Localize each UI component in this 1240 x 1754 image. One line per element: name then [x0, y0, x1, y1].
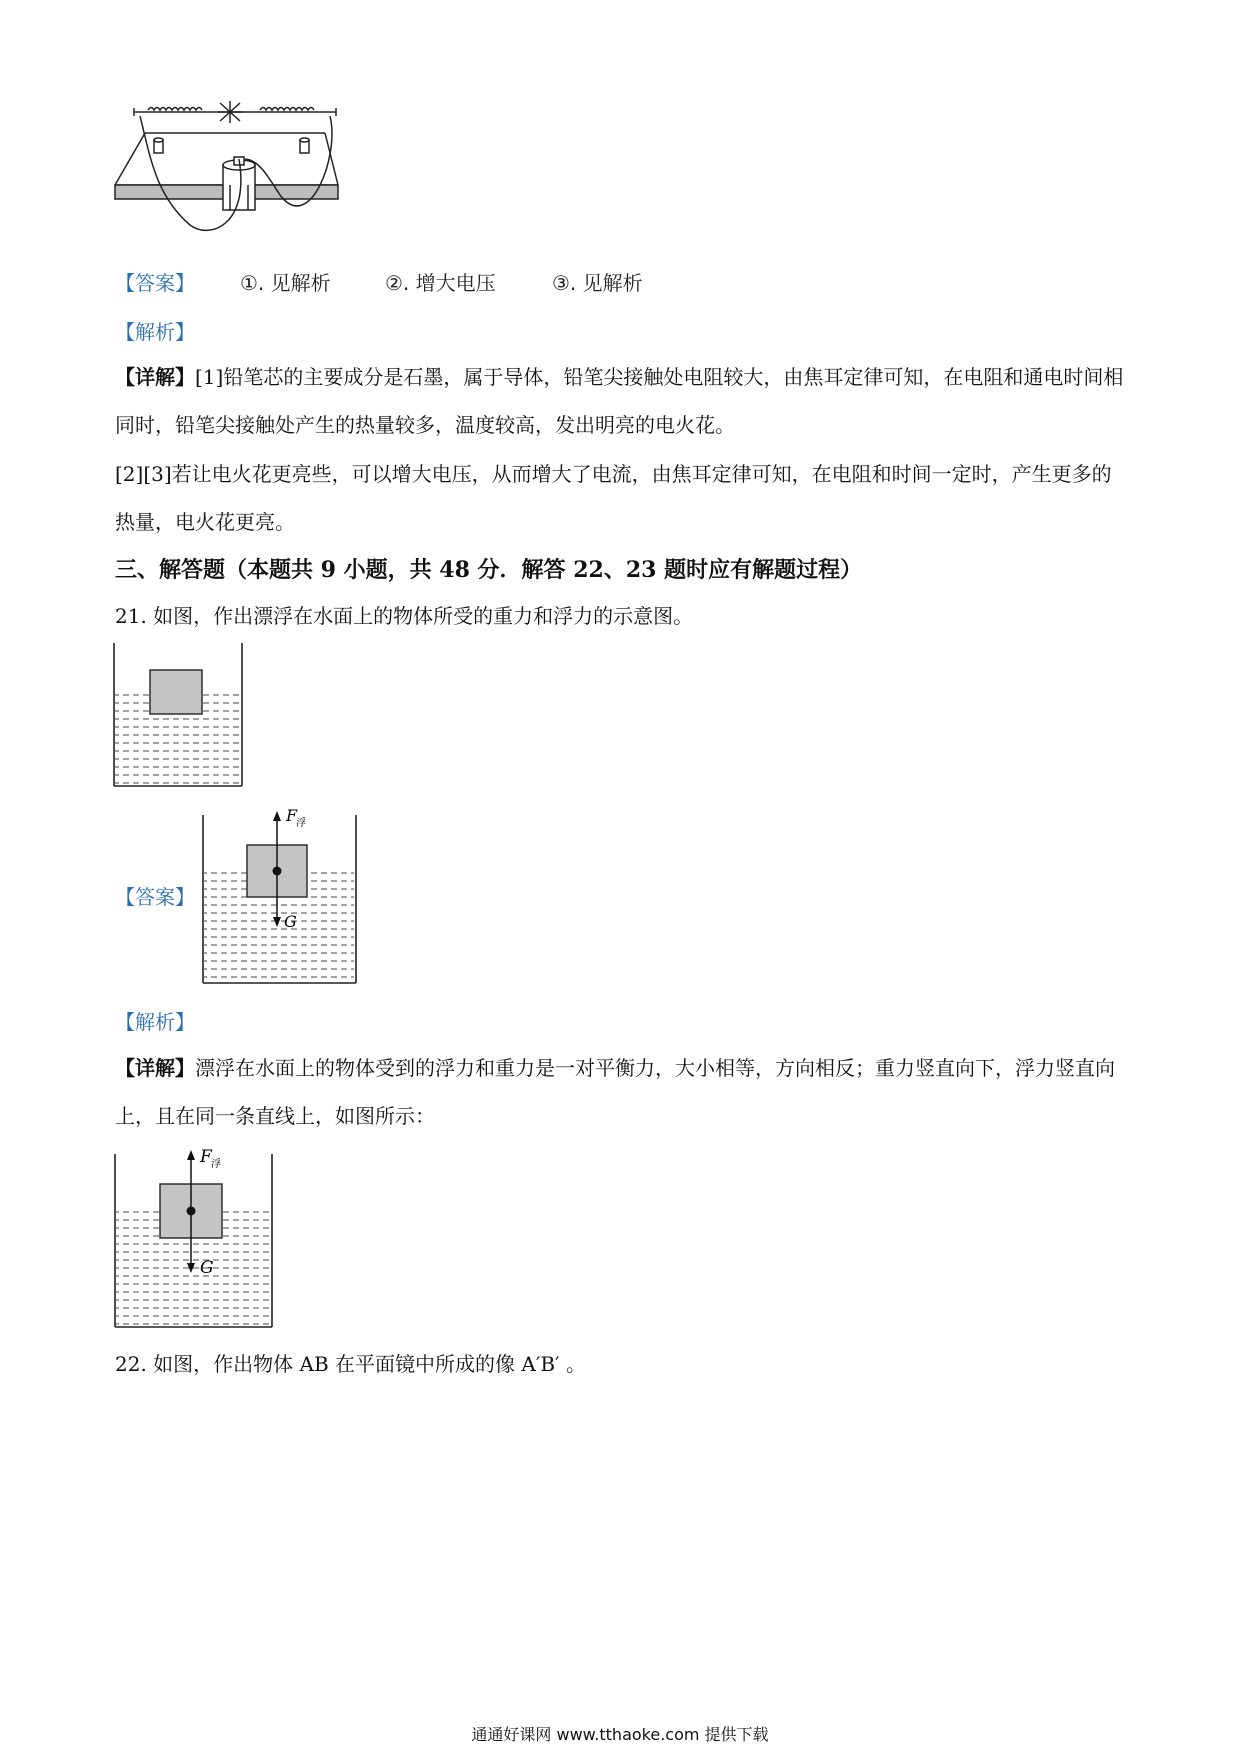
- footer-credit: 通通好课网 www.tthaoke.com 提供下载: [471, 1725, 769, 1744]
- answer-item-2: ②. 增大电压: [385, 271, 496, 295]
- detail-21-paragraph: [115, 1044, 1125, 1140]
- detail-21-label: 【详解】: [115, 1056, 195, 1080]
- beaker-figure-question: [112, 643, 244, 788]
- detail-paragraph-1: [115, 353, 1125, 449]
- buoyancy-label-2: F: [200, 1147, 212, 1167]
- detail-text-2: [2][3]若让电火花更亮些，可以增大电压，从而增大了电流，由焦耳定律可知，在电阻和时间一定时，产生更多的热量，电火花更亮。: [115, 462, 1112, 534]
- answer-item-3: ③. 见解析: [552, 271, 643, 295]
- beaker-figure-explanation: [112, 1144, 277, 1330]
- buoyancy-label: F: [286, 806, 298, 825]
- detail-21-text: 漂浮在水面上的物体受到的浮力和重力是一对平衡力，大小相等，方向相反；重力竖直向下，浮力竖直向上，且在同一条直线上，如图所示：: [115, 1056, 1115, 1128]
- detail-text-1: [1]铅笔芯的主要成分是石墨，属于导体，铅笔尖接触处电阻较大，由焦耳定律可知，在电阻和通电时间相同时，铅笔尖接触处产生的热量较多，温度较高，发出明亮的电火花。: [115, 365, 1124, 437]
- answer-21-label: 【答案】: [115, 885, 195, 909]
- answer-item-1: ①. 见解析: [240, 271, 331, 295]
- detail-paragraph-2: [115, 450, 1125, 546]
- question-22: 22. 如图，作出物体 AB 在平面镜中所成的像 A′B′ 。: [115, 1352, 586, 1376]
- beaker-figure-answer: [200, 805, 360, 985]
- question-21: 21. 如图，作出漂浮在水面上的物体所受的重力和浮力的示意图。: [115, 604, 694, 628]
- circuit-figure: [110, 95, 350, 255]
- buoyancy-subscript: 浮: [296, 818, 306, 829]
- detail-label: 【详解】: [115, 365, 195, 389]
- analysis-label: 【解析】: [115, 320, 195, 344]
- analysis-21-label: 【解析】: [115, 1010, 195, 1034]
- section-heading: 三、解答题（本题共 9 小题，共 48 分．解答 22、23 题时应有解题过程）: [115, 557, 863, 583]
- buoyancy-subscript-2: 浮: [211, 1159, 221, 1170]
- answer-label: 【答案】: [115, 271, 195, 295]
- gravity-label-2: G: [200, 1258, 214, 1278]
- gravity-label: G: [284, 912, 297, 931]
